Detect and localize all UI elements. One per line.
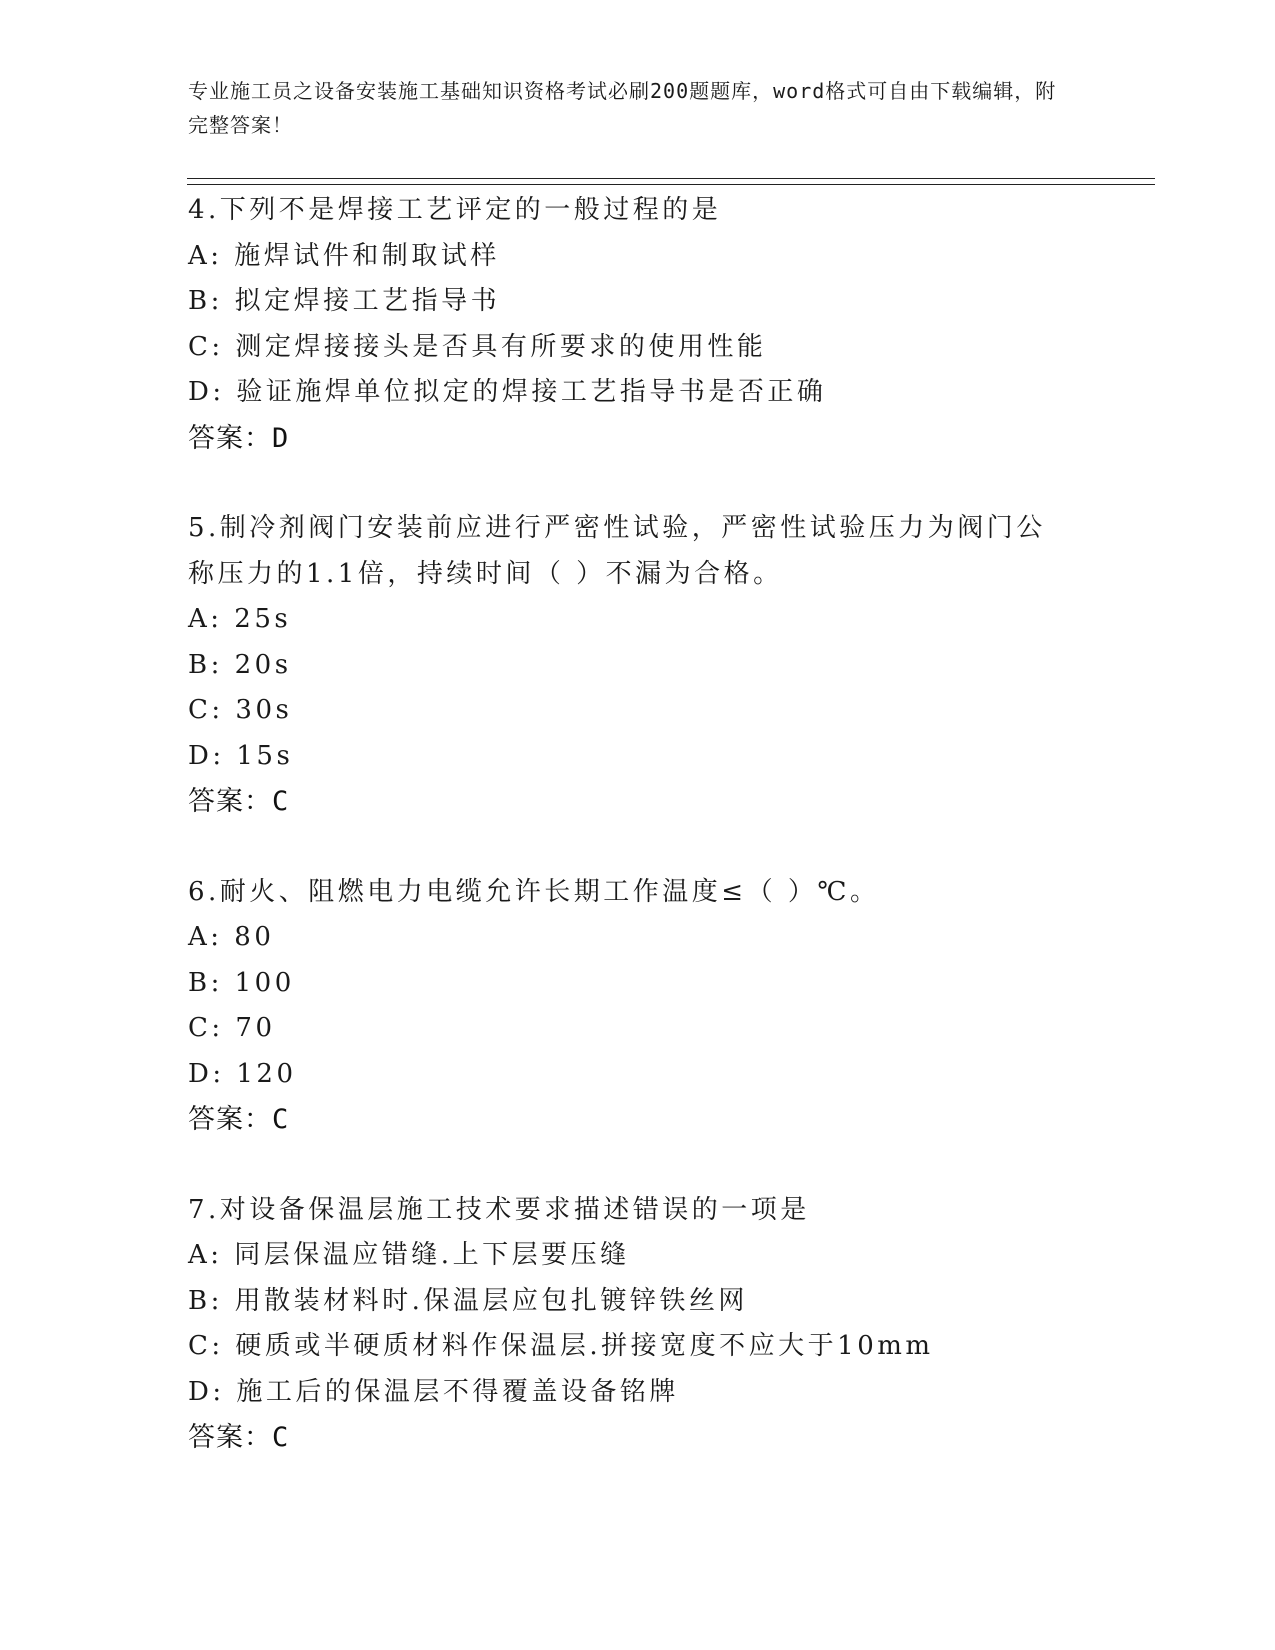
question-4 (188, 188, 1088, 461)
option-d: D: 120 (188, 1058, 297, 1089)
question-7 (188, 1188, 1088, 1461)
question-stem: 6.耐火、阻燃电力电缆允许长期工作温度≤（ ）℃。 (188, 876, 880, 907)
question-stem: 5.制冷剂阀门安装前应进行严密性试验，严密性试验压力为阀门公称压力的1.1倍，持续时间（ ）不漏为合格。 (188, 513, 1046, 589)
question-6 (188, 870, 1088, 1143)
question-stem: 4.下列不是焊接工艺评定的一般过程的是 (188, 195, 722, 225)
option-d: D: 验证施焊单位拟定的焊接工艺指导书是否正确 (188, 377, 827, 407)
header-divider (187, 178, 1155, 185)
option-a: A: 25s (188, 604, 292, 634)
answer-line: 答案：C (188, 786, 290, 817)
header-text: 专业施工员之设备安装施工基础知识资格考试必刷200题题库，word格式可自由下载编辑，附完整答案！ (188, 79, 1057, 137)
answer-line: 答案：C (188, 1422, 290, 1453)
option-c: C: 30s (188, 695, 293, 725)
question-5 (188, 506, 1088, 825)
option-b: B: 用散装材料时.保温层应包扎镀锌铁丝网 (188, 1285, 748, 1316)
option-b: B: 拟定焊接工艺指导书 (188, 286, 501, 316)
question-list (188, 188, 1088, 1506)
answer-line: 答案：C (188, 1104, 290, 1135)
question-stem: 7.对设备保温层施工技术要求描述错误的一项是 (188, 1194, 810, 1225)
option-b: B: 20s (188, 649, 292, 680)
option-a: A: 施焊试件和制取试样 (188, 240, 500, 271)
option-a: A: 80 (188, 922, 275, 952)
option-d: D: 施工后的保温层不得覆盖设备铭牌 (188, 1376, 679, 1407)
option-c: C: 测定焊接接头是否具有所要求的使用性能 (188, 331, 767, 362)
option-d: D: 15s (188, 740, 294, 771)
option-b: B: 100 (188, 967, 295, 998)
answer-line: 答案：D (188, 422, 290, 454)
option-a: A: 同层保温应错缝.上下层要压缝 (188, 1240, 630, 1270)
document-header (188, 74, 1068, 142)
option-c: C: 硬质或半硬质材料作保温层.拼接宽度不应大于10mm (188, 1331, 934, 1361)
option-c: C: 70 (188, 1013, 276, 1043)
